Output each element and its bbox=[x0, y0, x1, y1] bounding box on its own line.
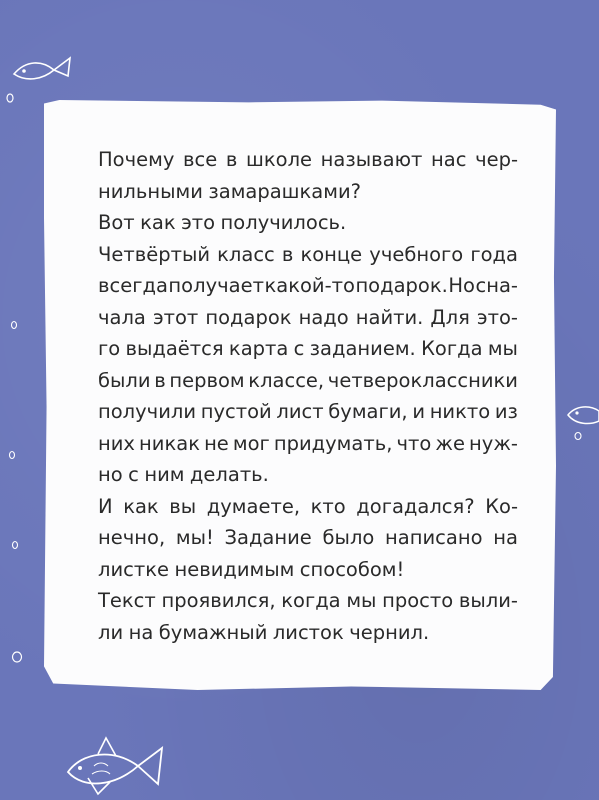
text-word: Текст bbox=[98, 589, 156, 612]
text-line bbox=[98, 585, 518, 617]
text-word: нас bbox=[431, 148, 467, 171]
text-word: проявился, bbox=[161, 589, 276, 612]
text-word: это- bbox=[476, 305, 518, 329]
text-word: же bbox=[435, 431, 465, 455]
text-word: как bbox=[123, 494, 159, 518]
text-line bbox=[98, 365, 518, 397]
text-line bbox=[98, 554, 518, 586]
text-word: И bbox=[98, 494, 113, 518]
text-word: подарок. bbox=[355, 274, 448, 297]
story-text bbox=[98, 144, 518, 648]
text-word: Для bbox=[430, 305, 470, 329]
text-line bbox=[98, 239, 518, 271]
text-word: кто bbox=[310, 494, 346, 518]
text-word: листок bbox=[272, 620, 344, 644]
text-word: надо bbox=[298, 305, 349, 329]
text-word: го bbox=[98, 337, 121, 360]
text-word: получает bbox=[168, 274, 264, 297]
text-word: ним bbox=[144, 463, 185, 486]
text-word: Задание bbox=[224, 526, 312, 549]
text-word: с bbox=[128, 463, 139, 486]
text-word: выли- bbox=[458, 589, 518, 612]
text-word: листке bbox=[98, 557, 169, 581]
text-word: чернил. bbox=[349, 620, 430, 644]
text-word: невидимым bbox=[174, 557, 295, 581]
text-word: Четвёртый bbox=[98, 242, 211, 266]
text-word: Вот bbox=[98, 211, 135, 234]
text-word: конце bbox=[300, 242, 363, 266]
text-word: бумажный bbox=[158, 620, 268, 644]
text-word: и bbox=[412, 400, 425, 423]
text-word: называют bbox=[320, 148, 423, 171]
text-word: способом! bbox=[299, 557, 405, 581]
text-word: мы bbox=[487, 337, 518, 360]
text-word: вы bbox=[169, 494, 197, 518]
text-word: нуж- bbox=[469, 431, 518, 455]
text-word: не bbox=[204, 431, 229, 455]
text-line bbox=[98, 428, 518, 460]
text-word: пустой bbox=[200, 400, 272, 423]
text-word: в bbox=[154, 368, 166, 392]
text-word: было bbox=[322, 526, 375, 549]
text-word: получили bbox=[98, 400, 197, 423]
text-word: думаете, bbox=[206, 494, 301, 518]
text-word: них bbox=[98, 431, 135, 455]
text-word: никак bbox=[139, 431, 200, 455]
text-word: просто bbox=[382, 589, 454, 612]
text-word: на bbox=[493, 526, 518, 549]
text-word: всегда bbox=[98, 274, 168, 297]
text-word: классе, bbox=[248, 368, 325, 392]
text-word: нечно, bbox=[98, 526, 166, 549]
text-word: Когда bbox=[421, 337, 483, 360]
text-line bbox=[98, 491, 518, 523]
text-line bbox=[98, 396, 518, 428]
text-line bbox=[98, 207, 518, 239]
text-word: написано bbox=[385, 526, 483, 549]
text-word: четвероклассники bbox=[327, 368, 518, 392]
text-word: нильными bbox=[98, 179, 203, 203]
text-line bbox=[98, 270, 518, 302]
text-word: подарок bbox=[205, 305, 292, 329]
text-word: класс bbox=[217, 242, 275, 266]
text-line bbox=[98, 333, 518, 365]
text-word: Но bbox=[448, 274, 475, 297]
text-word: делать. bbox=[189, 463, 269, 486]
text-word: какой-то bbox=[264, 274, 355, 297]
text-word: мог bbox=[232, 431, 270, 455]
text-word: учебного bbox=[369, 242, 464, 266]
text-word: бумаги, bbox=[328, 400, 408, 423]
text-word: как bbox=[140, 211, 176, 234]
text-word: все bbox=[183, 148, 218, 171]
text-word: выдаётся bbox=[125, 337, 224, 360]
text-word: были bbox=[98, 368, 151, 392]
text-line bbox=[98, 459, 518, 491]
text-word: этот bbox=[152, 305, 199, 329]
text-word: замарашками? bbox=[208, 179, 361, 203]
text-word: но bbox=[98, 463, 123, 486]
text-word: мы bbox=[346, 589, 377, 612]
text-word: лист bbox=[276, 400, 324, 423]
text-word: придумать, bbox=[273, 431, 393, 455]
text-word: из bbox=[494, 400, 518, 423]
text-word: карта bbox=[228, 337, 289, 360]
text-line bbox=[98, 144, 518, 176]
text-word: что bbox=[396, 431, 432, 455]
text-line bbox=[98, 302, 518, 334]
text-line bbox=[98, 176, 518, 208]
text-line bbox=[98, 617, 518, 649]
text-word: Ко- bbox=[485, 494, 518, 518]
text-word: первом bbox=[169, 368, 245, 392]
text-word: школе bbox=[246, 148, 313, 171]
text-word: на bbox=[128, 620, 154, 644]
text-word: в bbox=[225, 148, 238, 171]
text-word: сна- bbox=[475, 274, 518, 297]
text-word: это bbox=[181, 211, 216, 234]
text-word: с bbox=[293, 337, 305, 360]
text-word: догадался? bbox=[356, 494, 475, 518]
text-word: никто bbox=[429, 400, 491, 423]
text-word: когда bbox=[281, 589, 341, 612]
text-word: ли bbox=[98, 620, 124, 644]
text-word: заданием. bbox=[309, 337, 416, 360]
text-word: мы! bbox=[175, 526, 214, 549]
text-word: Почему bbox=[98, 148, 175, 171]
text-word: найти. bbox=[355, 305, 424, 329]
text-line bbox=[98, 522, 518, 554]
text-word: в bbox=[281, 242, 294, 266]
text-word: года bbox=[470, 242, 518, 266]
text-word: получилось. bbox=[220, 211, 347, 234]
text-word: чала bbox=[98, 305, 146, 329]
text-word: чер- bbox=[475, 148, 518, 171]
